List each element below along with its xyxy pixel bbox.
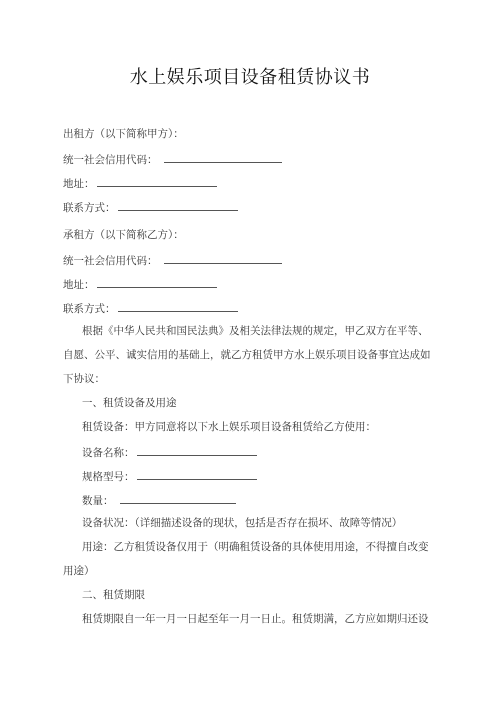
lessee-credit-code-label: 统一社会信用代码：	[63, 255, 158, 267]
term-line-1: 租赁期限自一年一月一日起至年一月一日止。租赁期满，乙方应如期归还设	[82, 613, 429, 625]
preamble-line-2: 自愿、公平、诚实信用的基础上，就乙方租赁甲方水上娱乐项目设备事宜达成如	[63, 349, 431, 361]
equipment-name-field[interactable]	[137, 444, 257, 456]
equipment-name-row	[82, 444, 257, 460]
usage-line-2: 用途）	[63, 565, 95, 577]
lessor-contact-label: 联系方式：	[63, 202, 116, 214]
equipment-condition: 设备状况：（详细描述设备的现状，包括是否存在损坏、故障等情况）	[82, 517, 403, 529]
preamble-line-1: 根据《中华人民共和国民法典》及相关法律法规的规定，甲乙双方在平等、	[82, 325, 429, 337]
equipment-quantity-row	[82, 492, 236, 508]
lessor-address-field[interactable]	[97, 175, 217, 187]
equipment-model-row	[82, 468, 257, 484]
lessee-heading: 承租方（以下简称乙方）：	[63, 229, 184, 241]
lessor-heading: 出租方（以下简称甲方）：	[63, 128, 184, 140]
lessee-address-label: 地址：	[63, 279, 95, 291]
lessee-address-field[interactable]	[97, 276, 217, 288]
lessee-credit-code-field[interactable]	[164, 252, 282, 264]
equipment-quantity-label: 数量：	[82, 495, 114, 507]
lessor-credit-code-field[interactable]	[164, 151, 282, 163]
section-1-heading: 一、租赁设备及用途	[82, 397, 177, 409]
lessee-credit-code-row	[63, 252, 282, 268]
equipment-quantity-field[interactable]	[120, 492, 236, 504]
lessee-address-row	[63, 276, 217, 292]
preamble-line-3: 下协议：	[63, 373, 105, 385]
equipment-model-label: 规格型号：	[82, 471, 135, 483]
section-2-heading: 二、租赁期限	[82, 589, 145, 601]
lessee-contact-row	[63, 300, 238, 316]
lessor-address-label: 地址：	[63, 178, 95, 190]
equipment-name-label: 设备名称：	[82, 447, 135, 459]
equipment-model-field[interactable]	[137, 468, 257, 480]
lessor-address-row	[63, 175, 217, 191]
lessor-credit-code-label: 统一社会信用代码：	[63, 154, 158, 166]
lessor-contact-row	[63, 199, 238, 215]
lessee-contact-label: 联系方式：	[63, 303, 116, 315]
lessor-contact-field[interactable]	[118, 199, 238, 211]
usage-line-1: 用途：乙方租赁设备仅用于（明确租赁设备的具体使用用途，不得擅自改变	[82, 541, 429, 553]
lessee-contact-field[interactable]	[118, 300, 238, 312]
document-title: 水上娱乐项目设备租赁协议书	[129, 67, 371, 88]
lessor-credit-code-row	[63, 151, 282, 167]
section-1-intro: 租赁设备：甲方同意将以下水上娱乐项目设备租赁给乙方使用：	[82, 421, 376, 433]
